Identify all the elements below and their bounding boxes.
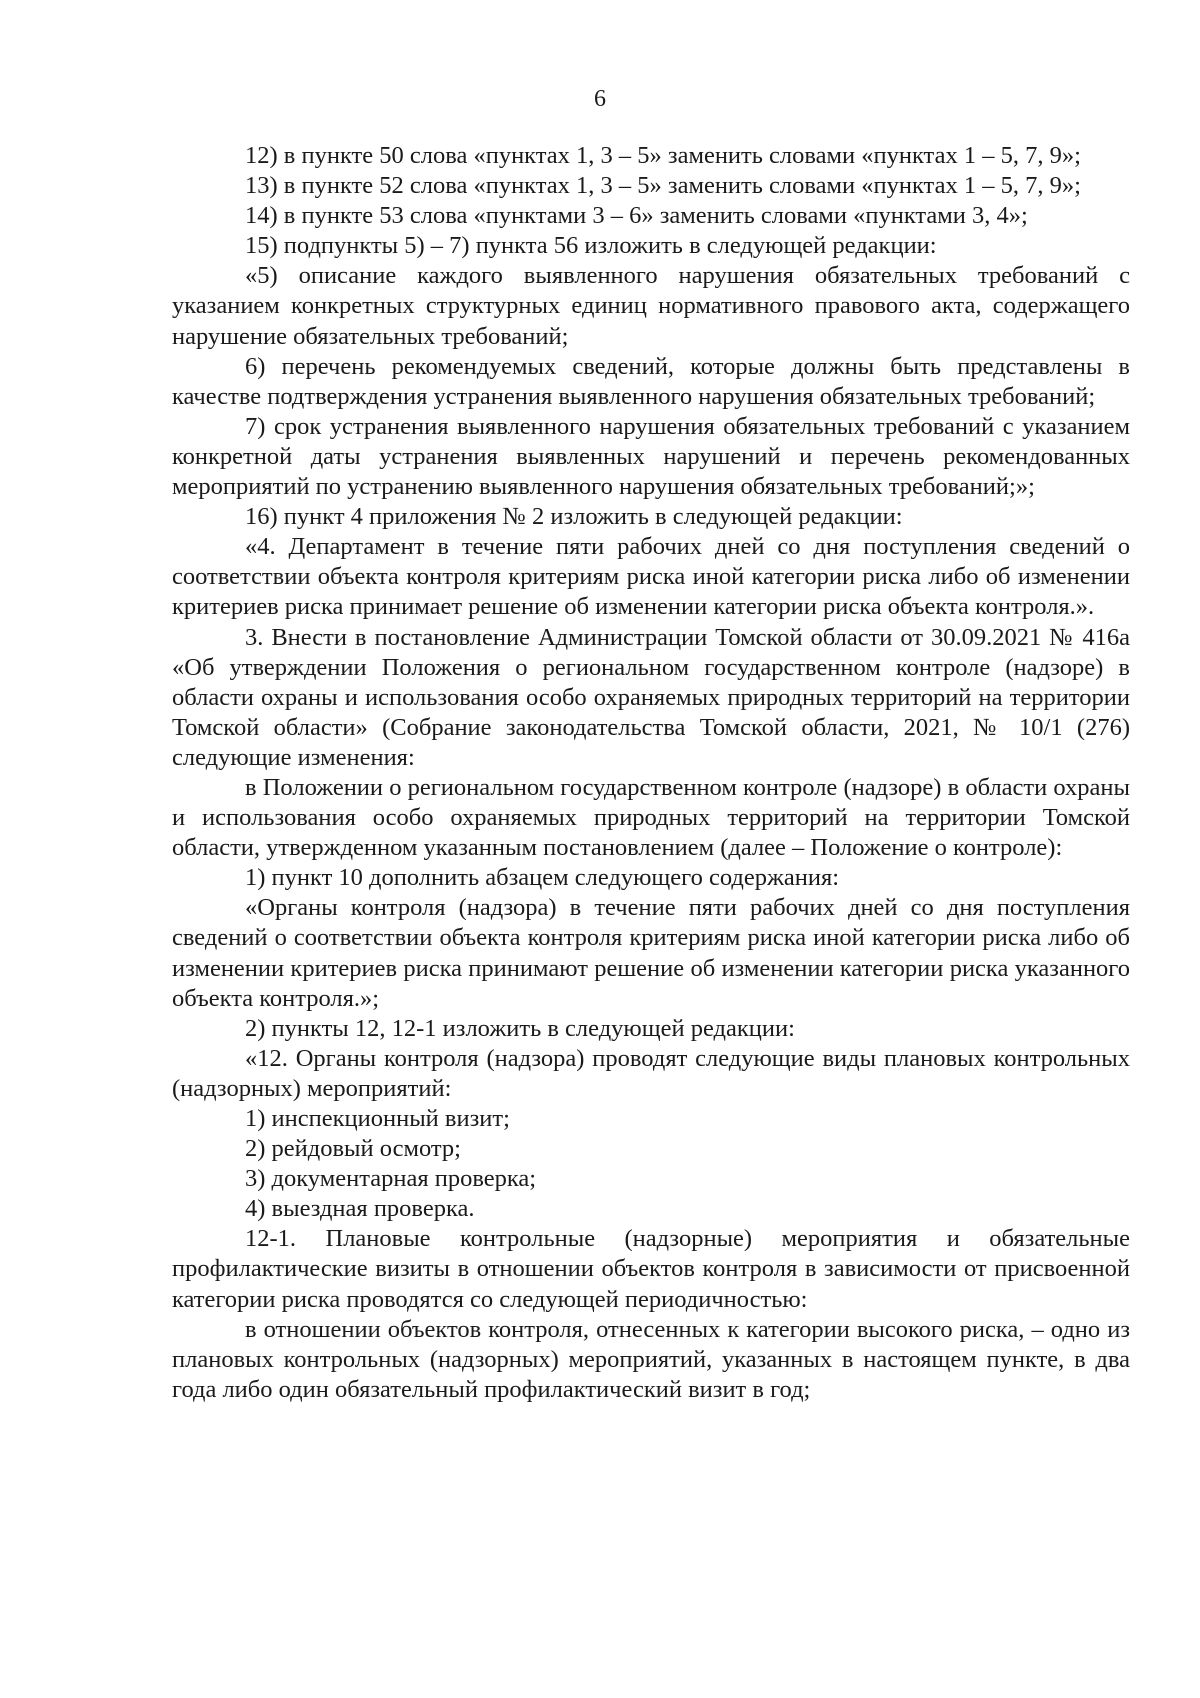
quoted-subitem-5: «5) описание каждого выявленного нарушения обязательных требований с указанием конкретных структурных единиц нормативного правового акта, содержащего нарушение обязательных требований; (172, 262, 1130, 350)
amendment-item-2: 2) пункты 12, 12-1 изложить в следующей редакции: (245, 1014, 795, 1042)
document-body (172, 141, 1130, 1405)
section-3-paragraph: 3. Внести в постановление Администрации Томской области от 30.09.2021 № 416а «Об утверждении Положения о региональном государственном контроле (надзоре) в области охраны и использования особо охраняемых природных территорий на территории Томской области» (Собрание законодательства Томской области, 2021, № 10/1 (276) следующие изменения: (172, 623, 1130, 771)
high-risk-periodicity-paragraph: в отношении объектов контроля, отнесенных к категории высокого риска, – одно из плановых контрольных (надзорных) мероприятий, указанных в настоящем пункте, в два года либо один обязательный профилактический визит в год; (172, 1315, 1130, 1403)
quoted-subitem-6: 6) перечень рекомендуемых сведений, которые должны быть представлены в качестве подтверждения устранения выявленного нарушения обязательных требований; (172, 352, 1130, 410)
paragraph-item-12: 12) в пункте 50 слова «пунктах 1, 3 – 5» заменить словами «пунктах 1 – 5, 7, 9»; (245, 142, 1081, 169)
regulation-intro-paragraph: в Положении о региональном государственном контроле (надзоре) в области охраны и использования особо охраняемых природных территорий на территории Томской области, утвержденном указанным постановлением (далее – Положение о контроле): (172, 773, 1130, 862)
paragraph-item-13: 13) в пункте 52 слова «пунктах 1, 3 – 5» заменить словами «пунктах 1 – 5, 7, 9»; (245, 172, 1081, 200)
quoted-item-12: «12. Органы контроля (надзора) проводят следующие виды плановых контрольных (надзорных) мероприятий: (172, 1044, 1130, 1102)
quoted-appendix-item-4: «4. Департамент в течение пяти рабочих дней со дня поступления сведений о соответствии объекта контроля критериям риска иной категории риска либо об изменении критериев риска принимает решение об изменении категории риска объекта контроля.». (172, 533, 1130, 621)
amendment-item-1: 1) пункт 10 дополнить абзацем следующего содержания: (245, 864, 840, 892)
paragraph-item-14: 14) в пункте 53 слова «пунктами 3 – 6» заменить словами «пунктами 3, 4»; (245, 202, 1028, 230)
paragraph-item-16: 16) пункт 4 приложения № 2 изложить в следующей редакции: (245, 503, 903, 531)
list-item-field-check: 4) выездная проверка. (245, 1195, 475, 1223)
paragraph-item-15: 15) подпункты 5) – 7) пункта 56 изложить в следующей редакции: (245, 232, 937, 260)
list-item-documentary-check: 3) документарная проверка; (245, 1165, 537, 1193)
list-item-inspection-visit: 1) инспекционный визит; (245, 1105, 510, 1132)
quoted-subitem-7: 7) срок устранения выявленного нарушения обязательных требований с указанием конкретной даты устранения выявленных нарушений и перечень рекомендованных мероприятий по устранению выявленного нарушения обязательных требований;»; (172, 412, 1130, 501)
list-item-raid-inspection: 2) рейдовый осмотр; (245, 1135, 461, 1163)
quoted-item-12-1: 12-1. Плановые контрольные (надзорные) мероприятия и обязательные профилактические визиты в отношении объектов контроля в зависимости от присвоенной категории риска проводятся со следующей периодичностью: (172, 1225, 1130, 1313)
page-number: 6 (594, 86, 606, 112)
quoted-control-bodies-paragraph: «Органы контроля (надзора) в течение пяти рабочих дней со дня поступления сведений о соответствии объекта контроля критериям риска иной категории риска либо об изменении критериев риска принимают решение об изменении категории риска указанного объекта контроля.»; (172, 894, 1130, 1012)
